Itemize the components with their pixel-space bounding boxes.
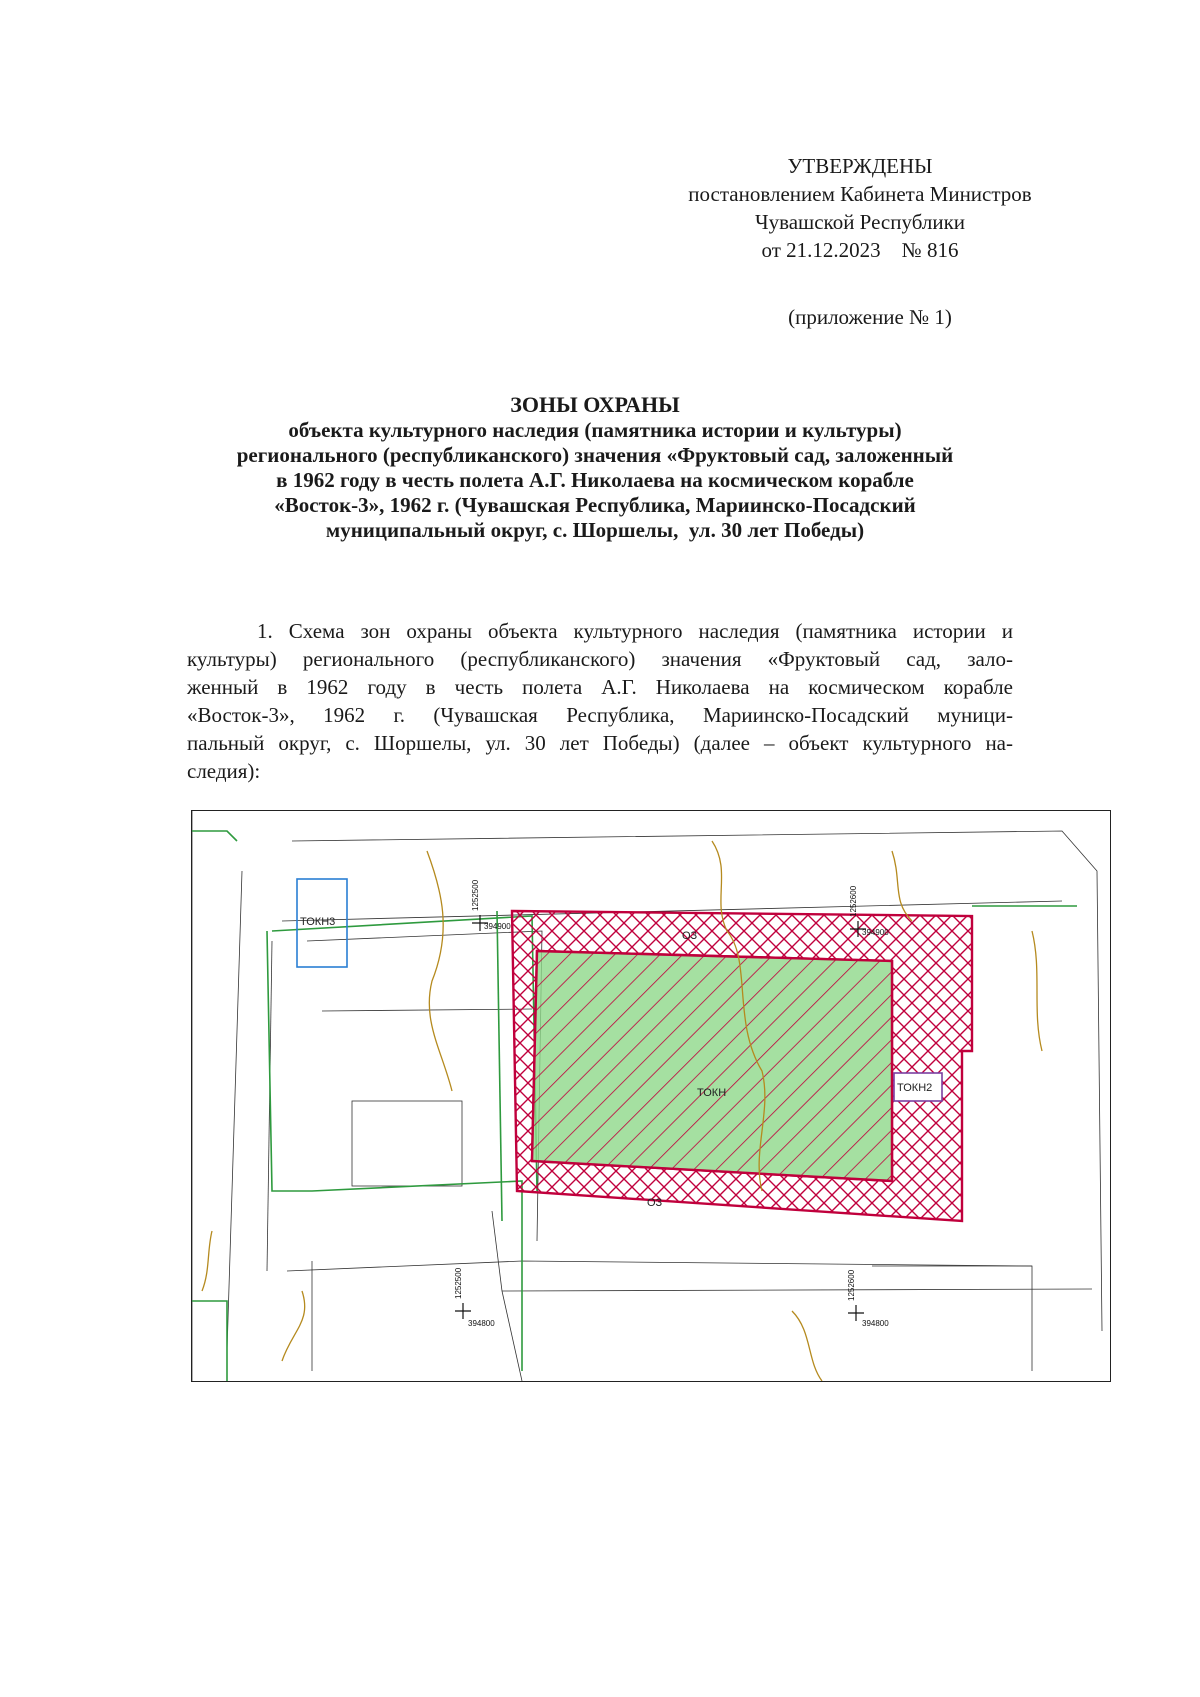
coord-x-bottom-left: 1252500 [454, 1267, 463, 1299]
coord-y-bottom-left: 394800 [468, 1319, 495, 1328]
title-heading: ЗОНЫ ОХРАНЫ [510, 392, 680, 417]
label-tokn3: ТОКН3 [300, 916, 336, 928]
paragraph-line: женный в 1962 году в честь полета А.Г. Николаева на космическом корабле [187, 675, 1013, 699]
approval-title: УТВЕРЖДЕНЫ [787, 154, 933, 178]
appendix-note: (приложение № 1) [788, 305, 952, 329]
document-title [170, 392, 1020, 543]
title-line: объекта культурного наследия (памятника истории и культуры) [288, 418, 902, 442]
title-line: регионального (республиканского) значения «Фруктовый сад, заложенный [236, 443, 954, 467]
approval-line-decree: постановлением Кабинета Министров [688, 182, 1032, 206]
coord-x-top-right: 1252600 [849, 885, 858, 917]
zone-scheme-map [191, 810, 1111, 1382]
paragraph-line: пальный округ, с. Шоршелы, ул. 30 лет Победы) (далее – объект культурного на- [187, 731, 1013, 755]
paragraph-line: «Восток-3», 1962 г. (Чувашская Республика, Мариинско-Посадский муници- [187, 703, 1013, 727]
title-line: в 1962 году в честь полета А.Г. Николаева на космическом корабле [276, 468, 914, 492]
approval-line-republic: Чувашской Республики [754, 210, 966, 234]
paragraph-line: культуры) регионального (республиканского) значения «Фруктовый сад, зало- [187, 647, 1013, 671]
coord-x-top-left: 1252500 [471, 879, 480, 911]
territory-hatching [532, 951, 892, 1181]
paragraph-line: следия): [187, 759, 261, 783]
coord-y-bottom-right: 394800 [862, 1319, 889, 1328]
body-paragraph [187, 617, 1013, 785]
paragraph-line: 1. Схема зон охраны объекта культурного наследия (памятника истории и [257, 619, 1013, 643]
map-canvas [192, 811, 1110, 1381]
label-tokn2: ТОКН2 [897, 1082, 933, 1094]
label-oz-top: ОЗ [682, 930, 698, 942]
coord-y-top-right: 394900 [862, 928, 889, 937]
approval-line-date-number: от 21.12.2023 № 816 [761, 238, 959, 262]
label-oz-bottom: ОЗ [647, 1197, 663, 1209]
title-line: муниципальный округ, с. Шоршелы, ул. 30 лет Победы) [325, 518, 865, 542]
label-tokn: ТОКН [697, 1087, 727, 1099]
coord-y-top-left: 394900 [484, 922, 511, 931]
approval-block [600, 152, 1120, 264]
coord-x-bottom-right: 1252600 [847, 1269, 856, 1301]
title-line: «Восток-3», 1962 г. (Чувашская Республика, Мариинско-Посадский [274, 493, 916, 517]
